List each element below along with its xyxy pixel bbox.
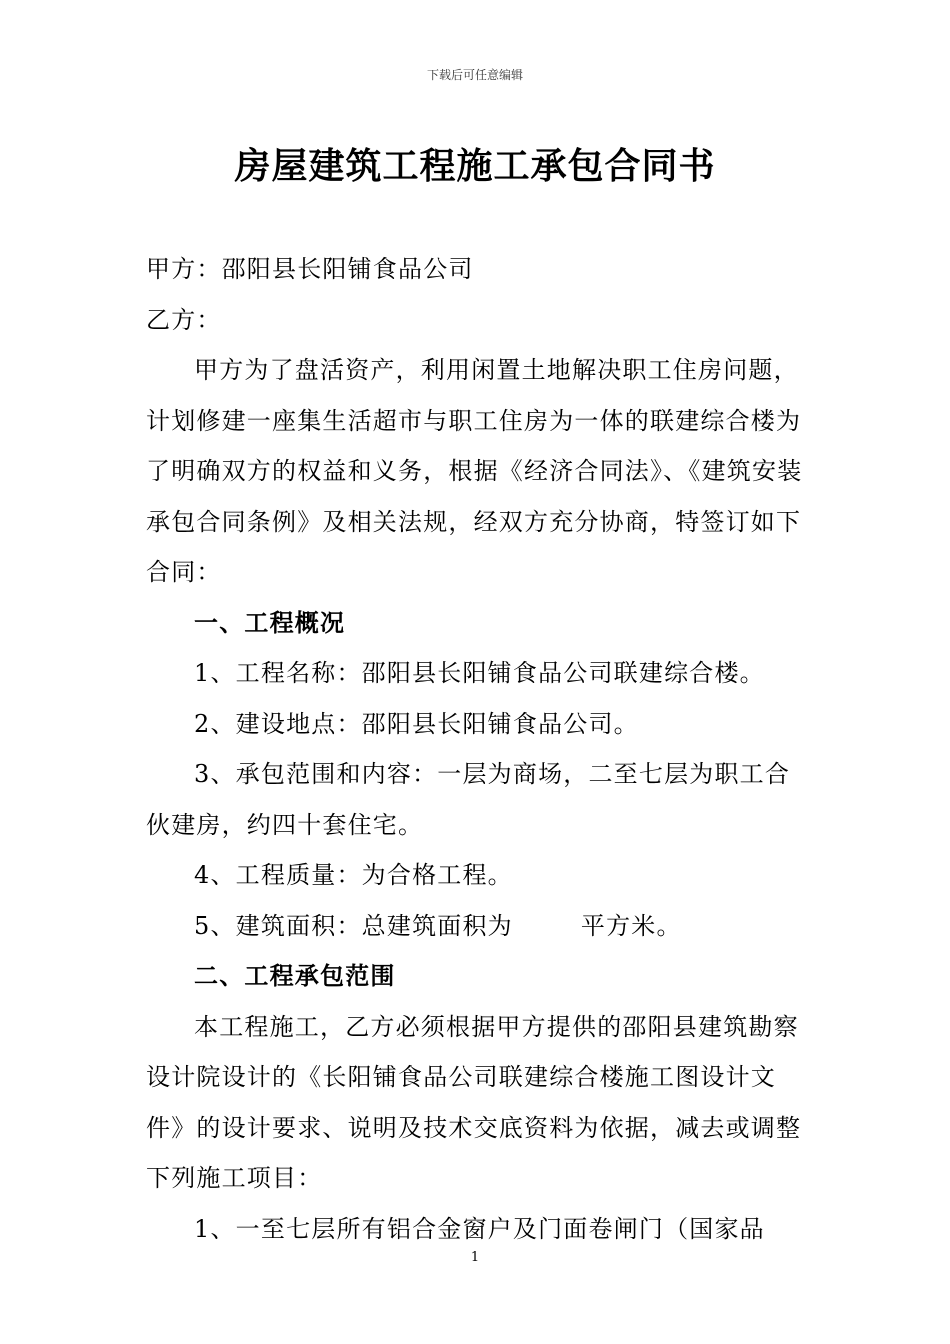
party-a-line: 甲方：邵阳县长阳铺食品公司 — [146, 255, 474, 283]
section-1-item-5 — [146, 901, 811, 952]
section-1-heading: 一、工程概况 — [194, 608, 346, 637]
document-title: 房屋建筑工程施工承包合同书 — [234, 145, 716, 187]
section-1-item-1: 1、工程名称：邵阳县长阳铺食品公司联建综合楼。 — [194, 659, 765, 687]
party-b-line: 乙方： — [146, 305, 222, 334]
document-body — [146, 244, 811, 1254]
item-5-prefix: 5、建筑面积：总建筑面积为 — [194, 911, 513, 940]
section-1-item-4: 4、工程质量：为合格工程。 — [194, 861, 513, 889]
section-2-paragraph: 本工程施工，乙方必须根据甲方提供的邵阳县建筑勘察设计院设计的《长阳铺食品公司联建综合楼施工图设计文件》的设计要求、说明及技术交底资料为依据，减去或调整下列施工项目： — [146, 1012, 802, 1192]
item-5-suffix: 平方米。 — [580, 911, 682, 940]
header-note: 下载后可任意编辑 — [426, 68, 523, 82]
intro-paragraph: 甲方为了盘活资产，利用闲置土地解决职工住房问题，计划修建一座集生活超市与职工住房为一体的联建综合楼为了明确双方的权益和义务，根据《经济合同法》、《建筑安装承包合同条例》及相关法规，经双方充分协商，特签订如下合同： — [146, 356, 803, 586]
section-1-item-2: 2、建设地点：邵阳县长阳铺食品公司。 — [194, 709, 639, 738]
section-1-item-3: 3、承包范围和内容：一层为商场，二至七层为职工合伙建房，约四十套住宅。 — [146, 760, 791, 839]
section-2-item-1: 1、一至七层所有铝合金窗户及门面卷闸门（国家品 — [194, 1214, 765, 1243]
section-2-heading: 二、工程承包范围 — [194, 962, 396, 990]
page-number: 1 — [470, 1250, 480, 1265]
